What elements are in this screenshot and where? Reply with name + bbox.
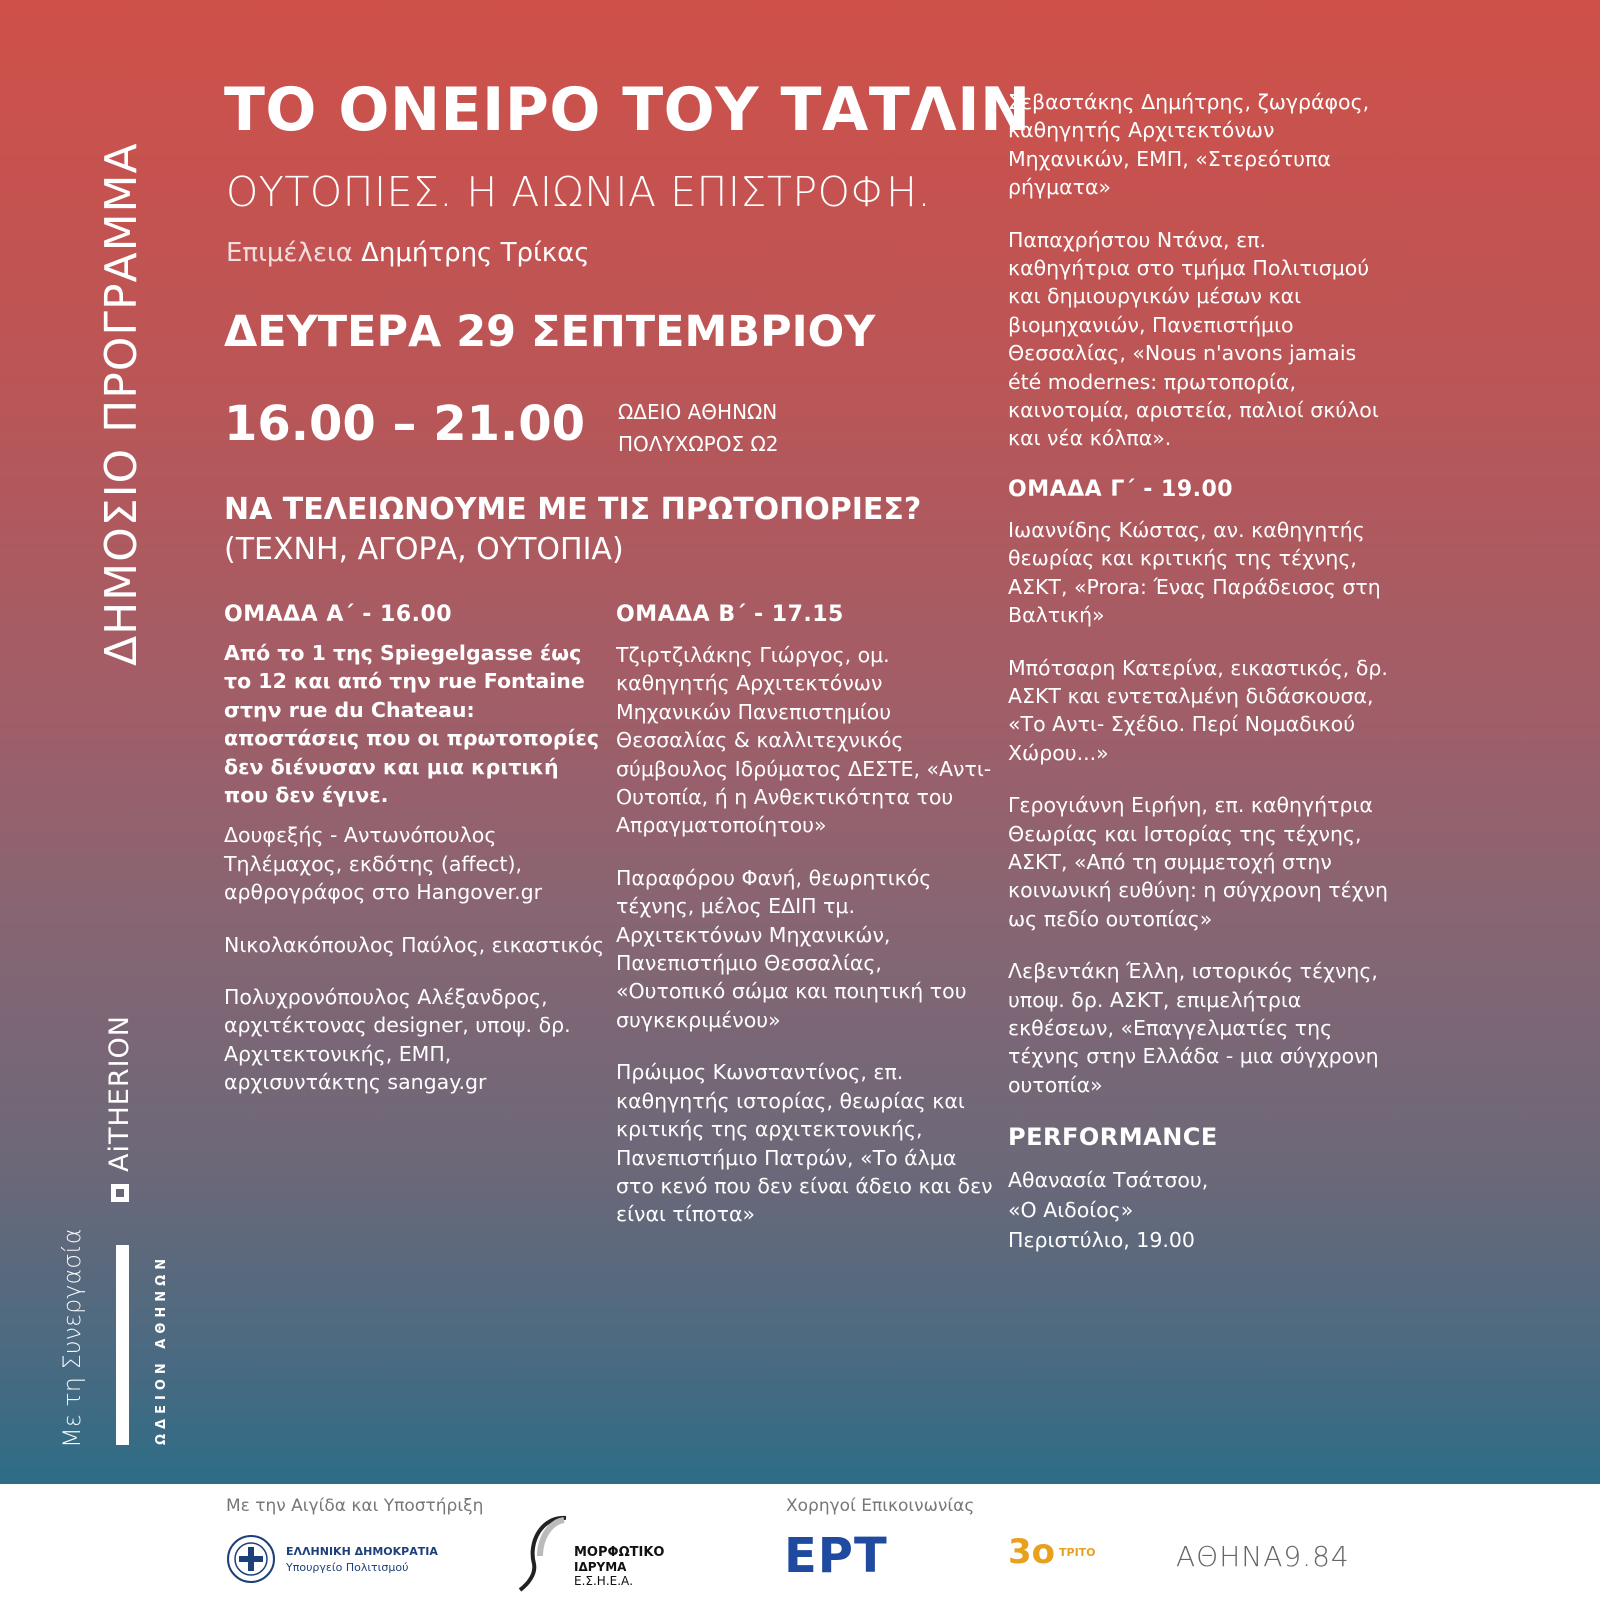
odeio-logo-bar [116,1245,129,1445]
sponsors-footer [0,1484,1600,1600]
theme-heading [224,490,921,570]
performance-line-3: Περιστύλιο, 19.00 [1008,1228,1195,1253]
trito-logo [1008,1532,1096,1572]
greek-seal-icon [226,1534,276,1584]
ministry-line-1: ΕΛΛΗΝΙΚΗ ΔΗΜΟΚΡΑΤΙΑ [286,1544,438,1558]
theme-line-1: ΝΑ ΤΕΛΕΙΩΝΟΥΜΕ ΜΕ ΤΙΣ ΠΡΩΤΟΠΟΡΙΕΣ? [224,492,922,527]
speaker-entry: Νικολακόπουλος Παύλος, εικαστικός [224,932,605,957]
odeio-logo-text: ΩΔΕΙΟΝ ΑΘΗΝΩΝ [154,1253,169,1445]
group-c-heading: ΟΜΑΔΑ Γ΄ - 19.00 [1008,476,1234,502]
foundation-line-1: ΜΟΡΦΩΤΙΚΟ [574,1545,665,1560]
speaker-entry: Δουφεξής - Αντωνόπουλος Τηλέμαχος, εκδότης (affect), αρθρογράφος στο Hangover.gr [224,823,543,905]
trito-number: 3ο [1008,1532,1056,1572]
theme-line-2: (ΤΕΧΝΗ, ΑΓΟΡΑ, ΟΥΤΟΠΙΑ) [224,532,624,567]
foundation-logo [514,1512,664,1594]
support-label: Με την Αιγίδα και Υποστήριξη [226,1496,484,1516]
speaker-entry: Παπαχρήστου Ντάνα, επ. καθηγήτρια στο τμήμα Πολιτισμού και δημιουργικών μέσων και βιομηχανιών, Πανεπιστήμιο Θεσσαλίας, «Nous n'avons jamais été modernes: πρωτοπορία, καινοτομία, αριστεία, παλιοί σκύλοι και νέα κόλπα». [1008,227,1379,451]
speaker-entry: Πρώιμος Κωνσταντίνος, επ. καθηγητής ιστορίας, θεωρίας και κριτικής της αρχιτεκτονικής, Πανεπιστήμιο Πατρών, «Το άλμα στο κενό που δεν είναι άδειο και δεν είναι τίποτα» [616,1060,993,1227]
performance-entry [1008,1165,1388,1255]
event-date: ΔΕΥΤΕΡΑ 29 ΣΕΠΤΕΜΒΡΙΟΥ [224,307,876,357]
performance-line-2: «Ο Αιδοίος» [1008,1198,1134,1223]
speaker-entry: Λεβεντάκη Έλλη, ιστορικός τέχνης, υποψ. δρ. ΑΣΚΤ, επιμελήτρια εκθέσεων, «Επαγγελματίες της τέχνης στην Ελλάδα - μια σύγχρονη ουτοπία» [1008,959,1379,1097]
group-a-column [224,602,609,1121]
partnership-label: Με τη Συνεργασία [58,1228,86,1448]
venue-line-1: ΩΔΕΙΟ ΑΘΗΝΩΝ [618,400,778,424]
curator-line [226,238,589,268]
venue-line-2: ΠΟΛΥΧΩΡΟΣ Ω2 [618,432,779,456]
ert-logo: ΕΡΤ [784,1528,888,1584]
ministry-line-2: Υπουργείο Πολιτισμού [286,1560,409,1574]
group-a-heading: ΟΜΑΔΑ Α΄ - 16.00 [224,602,453,627]
foundation-line-3: Ε.Σ.Η.Ε.Α. [574,1574,634,1588]
performance-heading: PERFORMANCE [1008,1123,1218,1152]
speaker-entry: Ιωαννίδης Κώστας, αν. καθηγητής θεωρίας και κριτικής της τέχνης, ΑΣΚΤ, «Prora: Ένας Παράδεισος στη Βαλτική» [1008,517,1381,628]
speaker-entry: Παραφόρου Φανή, θεωρητικός τέχνης, μέλος ΕΔΙΠ τμ. Αρχιτεκτόνων Μηχανικών, Πανεπιστήμιο Θεσσαλίας, «Ουτοπικό σώμα και ποιητική του συγκεκριμένου» [616,865,967,1032]
poster-title: ΤΟ ΟΝΕΙΡΟ ΤΟΥ ΤΑΤΛΙΝ [224,75,1031,145]
aitherion-logo-text: AiTHERION [104,1015,135,1172]
foundation-line-2: ΙΔΡΥΜΑ [574,1560,627,1574]
group-b-heading: ΟΜΑΔΑ Β΄ - 17.15 [616,602,844,627]
poster-subtitle: ΟΥΤΟΠΙΕΣ. Η ΑΙΩΝΙΑ ΕΠΙΣΤΡΟΦΗ. [226,168,932,216]
sponsors-label: Χορηγοί Επικοινωνίας [786,1496,975,1516]
event-time: 16.00 – 21.00 [224,396,586,452]
ministry-logo [226,1534,438,1584]
speaker-entry: Πολυχρονόπουλος Αλέξανδρος, αρχιτέκτονας designer, υποψ. δρ. Αρχιτεκτονικής, ΕΜΠ, αρχισυντάκτης sangay.gr [224,985,571,1095]
curator-name: Δημήτρης Τρίκας [361,238,590,268]
athina-984-logo: ΑΘΗΝΑ9.84 [1176,1540,1350,1573]
curator-label: Επιμέλεια [226,238,353,268]
speaker-entry: Γερογιάννη Ειρήνη, επ. καθηγήτρια Θεωρίας και Ιστορίας της τέχνης, ΑΣΚΤ, «Από τη συμμετοχή στην κοινωνική ευθύνη: η σύγχρονη τέχνη ως πεδίο ουτοπίας» [1008,793,1388,931]
event-venue [618,396,778,460]
speaker-entry: Σεβαστάκης Δημήτρης, ζωγράφος, καθηγητής Αρχιτεκτόνων Μηχανικών, ΕΜΠ, «Στερεότυπα ρήγματα» [1008,90,1370,200]
group-c-column [1008,88,1388,1279]
aitherion-logo-icon [111,1184,129,1202]
group-b-column [616,602,996,1253]
group-a-intro: Από το 1 της Spiegelgasse έως το 12 και από την rue Fontaine στην rue du Chateau: αποστάσεις που οι πρωτοπορίες δεν διένυσαν και μια κριτική που δεν έγινε. [224,641,600,808]
aitherion-logo [104,942,135,1202]
speaker-entry: Μπότσαρη Κατερίνα, εικαστικός, δρ. ΑΣΚΤ και εντεταλμένη διδάσκουσα, «Το Αντι- Σχέδιο. Περί Νομαδικού Χώρου...» [1008,655,1388,765]
trito-name: ΤΡΙΤΟ [1059,1545,1096,1559]
swoosh-icon [514,1512,570,1594]
speaker-entry: Τζιρτζιλάκης Γιώργος, ομ. καθηγητής Αρχιτεκτόνων Μηχανικών Πανεπιστημίου Θεσσαλίας & καλλιτεχνικός σύμβουλος Ιδρύματος ΔΕΣΤΕ, «Αντι- Ουτοπία, ή η Ανθεκτικότητα του Απραγματοποίητου» [616,643,992,838]
performance-line-1: Αθανασία Τσάτσου, [1008,1168,1209,1193]
side-title: ΔΗΜΟΣΙΟ ΠΡΟΓΡΑΜΜΑ [96,142,147,666]
